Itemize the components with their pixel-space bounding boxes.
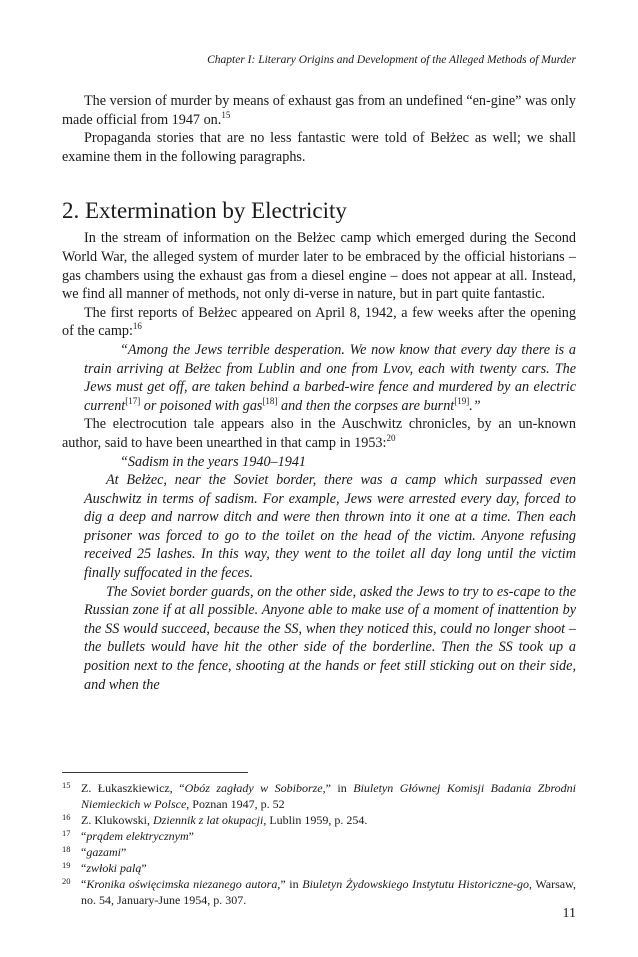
footnote-ref-18: [18] — [262, 395, 278, 406]
footnote-text: ” — [121, 845, 127, 859]
quote-2-paragraph-1: At Bełżec, near the Soviet border, there was a camp which surpassed even Auschwitz in terms of sadism. For example, Jews were arrested every day, forced to dig a deep and narrow ditch and were then thrown into it one at a time. Then each prisoner was forced to go to the toilet on the head of the victim. Anyone refusing received 25 lashes. In this way, they went to the toilet all day long until the victim finally suffocated in the feces. — [84, 472, 576, 582]
page-number: 11 — [562, 906, 576, 921]
footnote-ref-15: 15 — [221, 109, 231, 120]
intro-paragraph-1-text: The version of murder by means of exhaust gas from an undefined “en-gine” was only made official from 1947 on. — [62, 93, 576, 128]
footnote-text: “ — [81, 845, 87, 859]
footnote-text: ,” in — [277, 877, 303, 891]
footnote-ref-16: 16 — [132, 321, 142, 332]
footnote-title: Kronika oświęcimska niezanego autora — [86, 877, 278, 891]
quote-1-part-4: .” — [469, 397, 481, 414]
footnote-text: Z. Klukowski, — [81, 813, 153, 827]
footnote-ref-17: [17] — [125, 395, 141, 406]
footnote-18 — [62, 844, 576, 860]
section-paragraph-3-text: The electrocution tale appears also in the Auschwitz chronicles, by an un-known author, said to have been unearthed in that camp in 1953: — [62, 416, 576, 451]
quote-1-part-1: “Among the Jews terrible desperation. We now know that every day there is a train arriving at Bełżec from Lublin and one from Lvov, each with twenty cars. The Jews must get off, are taken behind a barbed-wire fence and murdered by an electric current — [84, 341, 576, 414]
footnote-ref-19: [19] — [454, 395, 470, 406]
section-paragraph-2-text: The first reports of Bełżec appeared on April 8, 1942, a few weeks after the opening of the camp: — [62, 304, 576, 340]
footnote-text: “ — [81, 877, 87, 891]
footnote-17 — [62, 828, 576, 844]
footnote-15 — [62, 780, 576, 812]
footnote-number: 18 — [62, 844, 71, 854]
footnote-text: ,” in — [322, 781, 354, 795]
footnotes — [62, 780, 576, 908]
footnote-text: , Lublin 1959, p. 254. — [263, 813, 368, 827]
section-paragraph-3 — [62, 415, 576, 452]
footnote-number: 17 — [62, 828, 71, 838]
footnote-16 — [62, 812, 576, 828]
footnote-text: Z. Łukaszkiewicz, “ — [81, 781, 185, 795]
footnote-19 — [62, 860, 576, 876]
footnote-text: “ — [81, 861, 87, 875]
quote-1-part-3: and then the corpses are burnt — [277, 397, 455, 414]
intro-paragraph-1 — [62, 92, 576, 129]
footnote-text: “ — [81, 829, 87, 843]
footnote-text: ” — [188, 829, 194, 843]
quote-1 — [62, 341, 576, 415]
footnote-title: prądem elektrycznym — [86, 829, 189, 843]
footnote-number: 20 — [62, 876, 71, 886]
quote-1-text — [84, 341, 576, 415]
footnote-number: 19 — [62, 860, 71, 870]
running-head: Chapter I: Literary Origins and Development of the Alleged Methods of Murder — [207, 54, 576, 66]
section-paragraph-2 — [62, 304, 576, 341]
footnote-number: 15 — [62, 780, 71, 790]
section-paragraph-1: In the stream of information on the Bełżec camp which emerged during the Second World War, the alleged system of murder later to be embraced by the official historians – gas chambers using the exhaust gas from a diesel engine – does not appear at all. Instead, we find all manner of methods, not only di-verse in nature, but in part quite fantastic. — [62, 230, 576, 303]
footnote-20 — [62, 876, 576, 908]
footnote-number: 16 — [62, 812, 71, 822]
footnote-ref-20: 20 — [386, 432, 396, 443]
footnote-separator — [62, 772, 248, 773]
quote-2-paragraph-2: The Soviet border guards, on the other side, asked the Jews to try to es-cape to the Russian zone if at all possible. Anyone able to make use of a moment of inattention by the SS would succeed, because the SS, when they noticed this, could no longer shoot – the bullets would have hit the other side of the borderline. Then the SS took up a position next to the fence, shooting at the hands or feet still sticking out on their side, and when the — [84, 583, 576, 693]
footnote-title: Obóz zagłady w Sobiborze — [184, 781, 323, 795]
quote-2-title: “Sadism in the years 1940–1941 — [120, 453, 307, 470]
footnote-text: ” — [141, 861, 147, 875]
main-text — [62, 92, 576, 694]
quote-2 — [62, 453, 576, 695]
footnote-text: , Warsaw, no. 54, January-June 1954, p. 307. — [81, 877, 576, 907]
footnote-text: , Poznan 1947, p. 52 — [186, 797, 285, 811]
footnote-source: Biuletyn Żydowskiego Instytutu Historiczne-go — [302, 877, 530, 891]
section-heading: 2. Extermination by Electricity — [62, 198, 347, 224]
quote-1-part-2: or poisoned with gas — [140, 397, 263, 414]
footnote-title: Dziennik z lat okupacji — [153, 813, 264, 827]
intro-paragraph-2: Propaganda stories that are no less fantastic were told of Bełżec as well; we shall examine them in the following paragraphs. — [62, 130, 576, 165]
footnote-title: zwłoki palą — [86, 861, 142, 875]
footnote-title: gazami — [86, 845, 121, 859]
footnote-source: Biuletyn Głównej Komisji Badania Zbrodni Niemieckich w Polsce — [81, 781, 577, 811]
